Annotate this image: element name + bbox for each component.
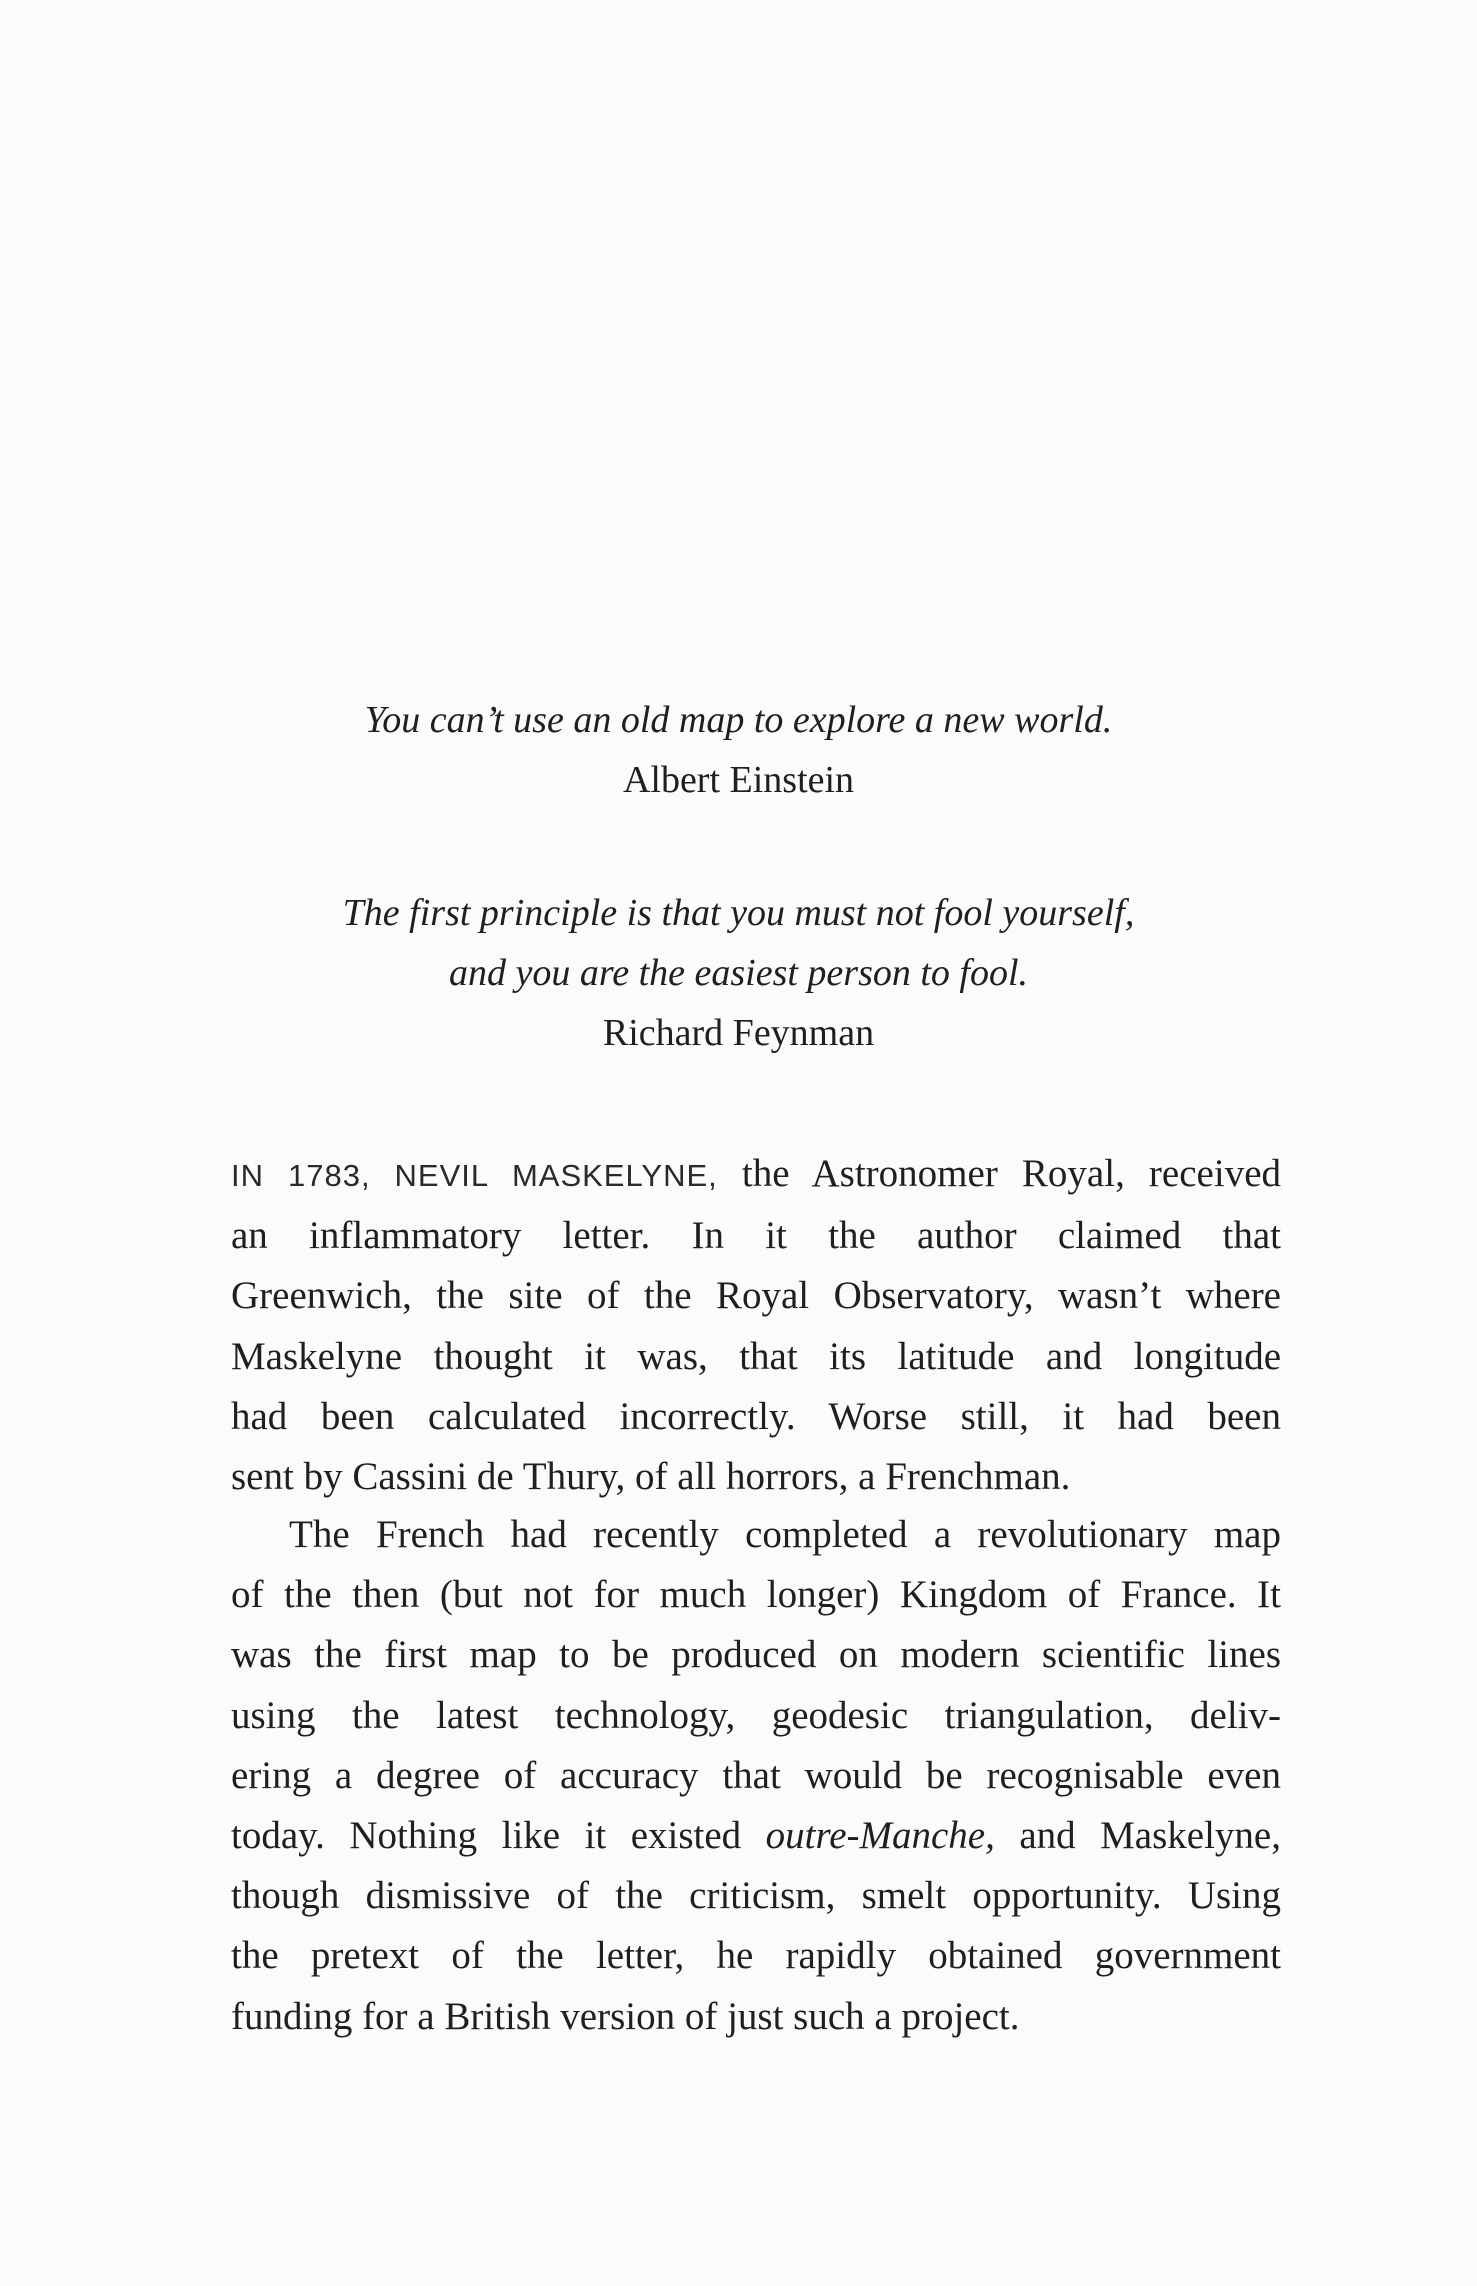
paragraph-line: was the first map to be produced on modern scientific lines [231, 1633, 1281, 1677]
epigraph-author: Albert Einstein [622, 759, 855, 801]
paragraph-line: had been calculated incorrectly. Worse still, it had been [231, 1394, 1281, 1438]
paragraph-line [231, 1806, 1281, 1866]
paragraph-line: funding for a British version of just such a project. [231, 1994, 1020, 2038]
epigraph-quote: You can’t use an old map to explore a new world. [364, 699, 1113, 741]
epigraph-author: Richard Feynman [602, 1012, 875, 1054]
line-text: today. Nothing like it existed [231, 1814, 766, 1858]
paragraph-line: an inflammatory letter. In it the author claimed that [231, 1214, 1281, 1258]
paragraph-line: though dismissive of the criticism, smelt opportunity. Using [231, 1874, 1281, 1918]
italic-term: outre-Manche, [765, 1814, 995, 1858]
paragraph-2 [231, 1505, 1281, 2047]
paragraph-line: Greenwich, the site of the Royal Observatory, wasn’t where [231, 1274, 1281, 1318]
epigraph-quote-line-2: and you are the easiest person to fool. [448, 952, 1029, 994]
line-text: the Astronomer Royal, received [717, 1152, 1281, 1195]
paragraph-line [231, 1144, 1281, 1206]
paragraph-line: The French had recently completed a revolutionary map [289, 1513, 1281, 1556]
paragraph-line: sent by Cassini de Thury, of all horrors, a Frenchman. [231, 1455, 1071, 1499]
epigraph-quote-line-1: The first principle is that you must not fool yourself, [342, 892, 1135, 934]
paragraph-1 [231, 1144, 1281, 1507]
paragraph-line: using the latest technology, geodesic triangulation, deliv- [231, 1693, 1281, 1737]
line-text: and Maskelyne, [994, 1814, 1281, 1858]
lead-in-smallcaps: IN 1783, NEVIL MASKELYNE, [231, 1158, 718, 1193]
paragraph-line: ering a degree of accuracy that would be recognisable even [231, 1753, 1281, 1797]
epigraph-feynman [0, 883, 1477, 1063]
paragraph-line: the pretext of the letter, he rapidly obtained government [231, 1934, 1281, 1978]
paragraph-line: Maskelyne thought it was, that its latitude and longitude [231, 1334, 1281, 1378]
epigraph-einstein [0, 690, 1477, 810]
paragraph-line: of the then (but not for much longer) Kingdom of France. It [231, 1573, 1281, 1617]
